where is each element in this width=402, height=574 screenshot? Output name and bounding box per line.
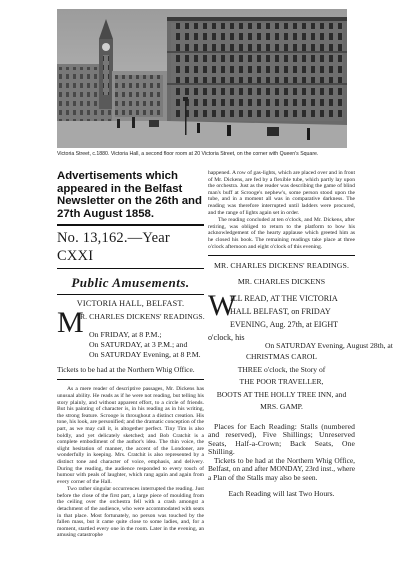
ad-boots: BOOTS AT THE HOLLY TREE INN, and [216, 389, 347, 399]
readings-title: R. CHARLES DICKENS' READINGS. [80, 312, 205, 322]
section-heading: Public Amusements. [71, 275, 190, 291]
venue-heading: VICTORIA HALL, BELFAST. [76, 299, 185, 309]
ad-line: EVENING, Aug. 27th, at EIGHT [230, 320, 339, 330]
article-paragraph: happened. A row of gas-lights, which are placed over and in front of Mr. Dickens, are fed by a flexible tube, which partly lay upon the orchestra. Just as the reader was describing the game of blind man's buff at Scrooge's nephew's, some person stood upon the tube, and in a moment all was in comparative darkness. The reading was therefore interrupted until ladders were procured, and the range of lights again set in order. [208, 170, 355, 216]
ad-traveller: THE POOR TRAVELLER, [239, 377, 324, 387]
article-paragraph: The reading concluded at ten o'clock, and Mr. Dickens, after retiring, was obliged to return to the platform to bow his acknowledgement of the hearty applause which greeted him as he closed his book. The remaining readings take place at three o'clock afternoon and eight o'clock of this evening. [208, 217, 355, 250]
ad-gamp: MRS. GAMP. [260, 402, 303, 412]
victoria-street-photo [57, 9, 347, 148]
tickets-notice: Tickets to be had at the Northern Whig Office. [57, 365, 195, 375]
article-paragraph: Two rather singular occurrences interrupted the reading. Just before the close of the first part, a large piece of moulding from the ceiling over the orchestra fell with a crash amongst a detachment of the audience, who were accommodated with seats in that place. Most fortunately, no person was touched by the fallen mass, but it came quite close to some ladies, and, for a moment, startled every one in the room. Later in the evening, an amusing catastrophe [57, 486, 204, 539]
right-column [208, 170, 393, 499]
article-text [57, 386, 204, 539]
divider [208, 255, 355, 256]
article-text-continued [208, 170, 355, 250]
ad-three: THREE o'clock, the Story of [237, 364, 326, 374]
left-column [57, 170, 204, 540]
schedule-friday: On FRIDAY, at 8 P.M.; [89, 330, 162, 340]
ad-carol: CHRISTMAS CAROL [245, 352, 318, 362]
schedule-saturday: On SATURDAY, at 3 P.M.; and [89, 340, 188, 350]
ad-subtitle: MR. CHARLES DICKENS [237, 277, 326, 287]
photo-caption: Victoria Street, c.1880. Victoria Hall, a second floor room at 20 Victoria Street, on the corner with Queen's Square. [57, 151, 319, 157]
schedule [57, 330, 204, 364]
ad-tickets: Tickets to be had at the Northern Whig Office, Belfast, on and after MONDAY, 23rd inst., where a Plan of the Stalls may also be seen. [208, 456, 355, 482]
ad-places: Places for Each Reading: Stalls (numbered and reserved), Five Shillings; Unreserved Seats, Half-a-Crown; Back Seats, One Shilling. [208, 421, 355, 457]
ad-title: MR. CHARLES DICKENS' READINGS. [213, 261, 349, 271]
drop-cap: W [208, 289, 237, 323]
ad-line: HALL BELFAST, on FRIDAY [230, 307, 331, 317]
schedule-saturday-evening: On SATURDAY Evening, at 8 P.M. [89, 350, 201, 360]
ad-line: o'clock, his [208, 333, 245, 343]
ad-duration: Each Reading will last Two Hours. [228, 489, 335, 499]
divider [57, 379, 204, 380]
drop-cap: M [57, 306, 84, 340]
issue-number: No. 13,162.—Year CXXI [57, 230, 170, 265]
article-paragraph: As a mere reader of descriptive passages, Mr. Dickens has unusual ability. He reads as if he were not reading, but telling his story plainly, and without apparent effort, to a circle of friends. But his painting of character is, in his reading as in his writing, the strong feature. Scrooge is throughout a distinct creation. His tone, his look, are personified; and the dramatic conception of the part, as we may call it, is altogether perfect. Tiny Tim is also boldly, and yet delicately sketched; and Bob Cratchit is a complete embodiment of the author's idea. The thin voice, the slight hesitation of manner, the accent of the Londoner, are wonderfully in keeping. Mrs. Cratchit is also represented by a distinct tone and character of voice, emphasis, and delivery. During the reading, the audience responded to every touch of humour with peals of laughter, which rang again and again from every corner of the Hall. [57, 386, 204, 485]
headline: Advertisements which appeared in the Belfast Newsletter on the 26th and 27th August 1858. [57, 170, 202, 220]
ad-saturday: On SATURDAY Evening, August 28th, at [265, 341, 393, 350]
ad-line: ILL READ, AT THE VICTORIA [230, 294, 338, 304]
